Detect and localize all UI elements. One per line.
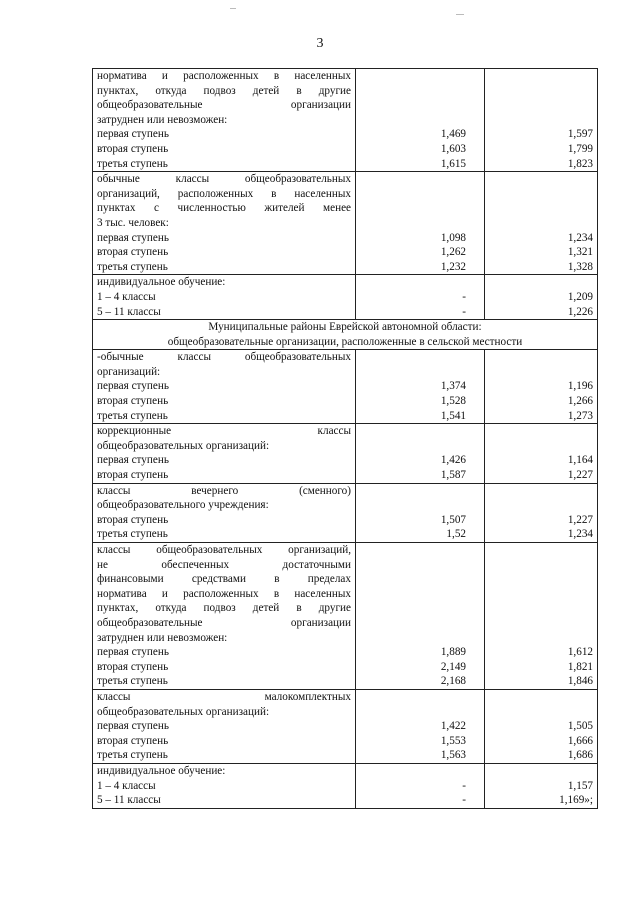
spacer bbox=[485, 172, 597, 187]
table-body-urban bbox=[93, 69, 598, 320]
category-header-line: общеобразовательные организации bbox=[97, 99, 351, 112]
category-header-line: индивидуальное обучение: bbox=[97, 764, 226, 777]
category-header-line: общеобразовательные организации bbox=[97, 616, 351, 629]
table-row bbox=[93, 424, 598, 483]
category-header-line: затруднен или невозможен: bbox=[97, 631, 228, 644]
spacer bbox=[485, 705, 597, 720]
spacer bbox=[356, 98, 484, 113]
coefficient-2-value: 1,821 bbox=[567, 660, 593, 673]
spacer bbox=[485, 764, 597, 779]
spacer bbox=[356, 69, 484, 84]
stage-label: первая ступень bbox=[97, 720, 169, 733]
coefficient-1-value: 1,422 bbox=[440, 720, 466, 733]
section-heading bbox=[93, 320, 598, 350]
table-row bbox=[93, 275, 598, 320]
spacer bbox=[356, 424, 484, 439]
category-text bbox=[93, 764, 355, 808]
coefficient-2-cell bbox=[485, 543, 598, 690]
stage-label: вторая ступень bbox=[97, 246, 169, 259]
coefficient-1-values bbox=[356, 543, 484, 689]
spacer bbox=[356, 275, 484, 290]
spacer bbox=[356, 216, 484, 231]
category-header-line: общеобразовательных организаций: bbox=[97, 439, 270, 452]
category-header-line: индивидуальное обучение: bbox=[97, 276, 226, 289]
coefficient-1-cell bbox=[356, 543, 485, 690]
coefficient-2-value: 1,226 bbox=[567, 305, 593, 318]
category-text bbox=[93, 172, 355, 274]
stage-label: третья ступень bbox=[97, 528, 168, 541]
coefficient-1-value: 1,553 bbox=[440, 734, 466, 747]
stage-label: 5 – 11 классы bbox=[97, 794, 161, 807]
coefficient-2-value: 1,273 bbox=[567, 409, 593, 422]
category-header-line: -обычные классы общеобразовательных bbox=[97, 351, 351, 364]
coefficient-2-value: 1,686 bbox=[567, 749, 593, 762]
stage-label: первая ступень bbox=[97, 231, 169, 244]
coefficient-1-value: 1,426 bbox=[440, 454, 466, 467]
coefficient-1-value: - bbox=[462, 290, 466, 303]
coefficient-2-cell bbox=[485, 483, 598, 542]
section-heading-line: общеобразовательные организации, расположенные в сельской местности bbox=[167, 335, 523, 348]
category-header-line: классы вечернего (сменного) bbox=[97, 484, 351, 497]
spacer bbox=[485, 216, 597, 231]
spacer bbox=[485, 424, 597, 439]
category-text bbox=[93, 350, 355, 423]
coefficient-2-value: 1,328 bbox=[567, 260, 593, 273]
coefficient-1-value: 1,507 bbox=[440, 513, 466, 526]
category-header-line: норматива и расположенных в населенных bbox=[97, 70, 351, 82]
stage-label: первая ступень bbox=[97, 646, 169, 659]
coefficient-1-value: 1,262 bbox=[440, 246, 466, 259]
spacer bbox=[485, 69, 597, 84]
stage-label: третья ступень bbox=[97, 749, 168, 762]
category-header-line: классы малокомплектных bbox=[97, 690, 351, 703]
spacer bbox=[485, 498, 597, 513]
coefficient-1-values bbox=[356, 172, 484, 274]
spacer bbox=[356, 587, 484, 602]
spacer bbox=[485, 350, 597, 365]
spacer bbox=[356, 498, 484, 513]
coefficient-1-values bbox=[356, 764, 484, 808]
coefficient-1-value: 1,469 bbox=[440, 128, 466, 141]
coefficient-1-values bbox=[356, 275, 484, 319]
coefficient-1-value: 2,149 bbox=[440, 660, 466, 673]
spacer bbox=[356, 187, 484, 202]
category-header-line: пунктах, откуда подвоз детей в другие bbox=[97, 84, 351, 97]
stage-label: первая ступень bbox=[97, 454, 169, 467]
category-text bbox=[93, 690, 355, 763]
spacer bbox=[485, 587, 597, 602]
coefficient-1-values bbox=[356, 484, 484, 542]
coefficient-2-values bbox=[485, 350, 597, 423]
coefficient-1-values bbox=[356, 424, 484, 482]
spacer bbox=[485, 484, 597, 499]
category-header-line: пунктах, откуда подвоз детей в другие bbox=[97, 602, 351, 615]
category-header-line: норматива и расположенных в населенных bbox=[97, 587, 351, 600]
category-header-line: обычные классы общеобразовательных bbox=[97, 173, 351, 186]
coefficient-1-value: 1,52 bbox=[446, 528, 466, 541]
coefficient-1-value: 1,541 bbox=[440, 409, 466, 422]
stage-label: 1 – 4 классы bbox=[97, 779, 156, 792]
spacer bbox=[485, 572, 597, 587]
table-row bbox=[93, 350, 598, 424]
stage-label: первая ступень bbox=[97, 128, 169, 141]
coefficient-2-values bbox=[485, 172, 597, 274]
table-row bbox=[93, 763, 598, 808]
coefficient-2-value: 1,612 bbox=[567, 646, 593, 659]
stage-label: вторая ступень bbox=[97, 734, 169, 747]
coefficient-2-cell bbox=[485, 424, 598, 483]
coefficient-2-cell bbox=[485, 172, 598, 275]
spacer bbox=[485, 365, 597, 380]
coefficient-2-values bbox=[485, 424, 597, 482]
spacer bbox=[356, 572, 484, 587]
spacer bbox=[485, 98, 597, 113]
table-body-rural bbox=[93, 350, 598, 808]
spacer bbox=[485, 187, 597, 202]
spacer bbox=[485, 601, 597, 616]
coefficient-1-value: 1,528 bbox=[440, 395, 466, 408]
coefficient-2-cell bbox=[485, 763, 598, 808]
coefficient-1-value: 1,615 bbox=[440, 157, 466, 170]
category-header-line: пунктах с численностью жителей менее bbox=[97, 202, 351, 215]
spacer bbox=[485, 631, 597, 646]
spacer bbox=[356, 484, 484, 499]
category-text bbox=[93, 424, 355, 482]
stage-label: третья ступень bbox=[97, 260, 168, 273]
page-number: 3 bbox=[316, 36, 324, 51]
stage-label: третья ступень bbox=[97, 675, 168, 688]
spacer bbox=[485, 113, 597, 128]
coefficient-2-cell bbox=[485, 350, 598, 424]
table-row bbox=[93, 483, 598, 542]
spacer bbox=[356, 172, 484, 187]
category-text bbox=[93, 275, 355, 319]
coefficient-2-cell bbox=[485, 69, 598, 172]
coefficient-1-value: 1,603 bbox=[440, 142, 466, 155]
coefficient-2-value: 1,799 bbox=[567, 142, 593, 155]
stage-label: 1 – 4 классы bbox=[97, 290, 156, 303]
coefficient-2-values bbox=[485, 543, 597, 689]
category-cell bbox=[93, 350, 356, 424]
category-cell bbox=[93, 275, 356, 320]
coefficient-1-value: 1,587 bbox=[440, 469, 466, 482]
spacer bbox=[485, 201, 597, 216]
spacer bbox=[356, 543, 484, 558]
spacer bbox=[356, 365, 484, 380]
category-cell bbox=[93, 689, 356, 763]
coefficients-table bbox=[92, 68, 598, 809]
spacer bbox=[485, 558, 597, 573]
coefficient-1-value: 2,168 bbox=[440, 675, 466, 688]
coefficient-2-values bbox=[485, 690, 597, 763]
coefficient-1-value: 1,098 bbox=[440, 231, 466, 244]
coefficient-2-value: 1,597 bbox=[567, 128, 593, 141]
coefficient-2-values bbox=[485, 275, 597, 319]
coefficient-1-value: 1,374 bbox=[440, 380, 466, 393]
category-header-line: затруднен или невозможен: bbox=[97, 113, 228, 126]
category-text bbox=[93, 484, 355, 542]
coefficient-1-cell bbox=[356, 424, 485, 483]
category-header-line: общеобразовательного учреждения: bbox=[97, 499, 269, 512]
coefficient-2-value: 1,234 bbox=[567, 528, 593, 541]
coefficient-1-values bbox=[356, 69, 484, 171]
coefficient-1-cell bbox=[356, 69, 485, 172]
spacer bbox=[356, 631, 484, 646]
section-heading-line: Муниципальные районы Еврейской автономной области: bbox=[208, 321, 482, 334]
coefficient-2-values bbox=[485, 69, 597, 171]
coefficient-2-value: 1,227 bbox=[567, 469, 593, 482]
coefficient-1-values bbox=[356, 350, 484, 423]
category-header-line: классы общеобразовательных организаций, bbox=[97, 544, 351, 556]
coefficient-2-value: 1,666 bbox=[567, 734, 593, 747]
coefficient-1-cell bbox=[356, 763, 485, 808]
coefficient-1-value: 1,889 bbox=[440, 646, 466, 659]
coefficient-2-values bbox=[485, 484, 597, 542]
spacer bbox=[356, 439, 484, 454]
spacer bbox=[356, 113, 484, 128]
stage-label: третья ступень bbox=[97, 409, 168, 422]
spacer bbox=[356, 690, 484, 705]
category-cell bbox=[93, 69, 356, 172]
spacer bbox=[356, 601, 484, 616]
coefficient-1-cell bbox=[356, 350, 485, 424]
stage-label: первая ступень bbox=[97, 380, 169, 393]
table-section-heading bbox=[93, 320, 598, 350]
coefficient-1-cell bbox=[356, 172, 485, 275]
category-header-line: организаций: bbox=[97, 365, 161, 378]
scan-speck bbox=[456, 14, 464, 15]
coefficient-2-value: 1,157 bbox=[567, 779, 593, 792]
coefficient-2-value: 1,823 bbox=[567, 157, 593, 170]
coefficient-2-value: 1,234 bbox=[567, 231, 593, 244]
coefficient-2-value: 1,164 bbox=[567, 454, 593, 467]
stage-label: вторая ступень bbox=[97, 395, 169, 408]
category-cell bbox=[93, 424, 356, 483]
table-row bbox=[93, 69, 598, 172]
category-header-line: организаций, расположенных в населенных bbox=[97, 187, 351, 200]
coefficient-1-value: 1,232 bbox=[440, 260, 466, 273]
stage-label: вторая ступень bbox=[97, 469, 169, 482]
coefficient-1-values bbox=[356, 690, 484, 763]
coefficient-1-cell bbox=[356, 275, 485, 320]
coefficient-1-cell bbox=[356, 483, 485, 542]
section-heading-row bbox=[93, 320, 598, 350]
category-header-line: общеобразовательных организаций: bbox=[97, 705, 270, 718]
coefficient-2-value: 1,209 bbox=[567, 290, 593, 303]
category-cell bbox=[93, 763, 356, 808]
category-cell bbox=[93, 543, 356, 690]
coefficient-2-value: 1,169»; bbox=[559, 794, 593, 807]
stage-label: 5 – 11 классы bbox=[97, 305, 161, 318]
spacer bbox=[485, 690, 597, 705]
category-text bbox=[93, 69, 355, 171]
coefficient-1-value: - bbox=[462, 305, 466, 318]
coefficient-2-value: 1,321 bbox=[567, 246, 593, 259]
scan-speck bbox=[230, 8, 236, 9]
spacer bbox=[356, 350, 484, 365]
spacer bbox=[356, 705, 484, 720]
spacer bbox=[356, 764, 484, 779]
table-row bbox=[93, 172, 598, 275]
coefficient-2-cell bbox=[485, 689, 598, 763]
category-header-line: 3 тыс. человек: bbox=[97, 216, 169, 229]
coefficient-2-value: 1,196 bbox=[567, 380, 593, 393]
coefficient-2-value: 1,846 bbox=[567, 675, 593, 688]
category-text bbox=[93, 543, 355, 689]
spacer bbox=[356, 201, 484, 216]
table-row bbox=[93, 689, 598, 763]
spacer bbox=[485, 616, 597, 631]
stage-label: вторая ступень bbox=[97, 142, 169, 155]
spacer bbox=[356, 84, 484, 99]
coefficient-2-value: 1,505 bbox=[567, 720, 593, 733]
spacer bbox=[485, 275, 597, 290]
coefficient-1-value: - bbox=[462, 779, 466, 792]
spacer bbox=[356, 558, 484, 573]
stage-label: вторая ступень bbox=[97, 660, 169, 673]
coefficient-1-cell bbox=[356, 689, 485, 763]
category-header-line: коррекционные классы bbox=[97, 425, 351, 438]
category-cell bbox=[93, 172, 356, 275]
coefficient-2-value: 1,227 bbox=[567, 513, 593, 526]
coefficient-2-values bbox=[485, 764, 597, 808]
spacer bbox=[485, 84, 597, 99]
coefficient-1-value: - bbox=[462, 794, 466, 807]
category-header-line: не обеспеченных достаточными bbox=[97, 558, 351, 571]
stage-label: третья ступень bbox=[97, 157, 168, 170]
category-cell bbox=[93, 483, 356, 542]
spacer bbox=[356, 616, 484, 631]
coefficient-2-cell bbox=[485, 275, 598, 320]
spacer bbox=[485, 543, 597, 558]
category-header-line: финансовыми средствами в пределах bbox=[97, 573, 351, 586]
spacer bbox=[485, 439, 597, 454]
coefficient-1-value: 1,563 bbox=[440, 749, 466, 762]
table-row bbox=[93, 543, 598, 690]
stage-label: вторая ступень bbox=[97, 513, 169, 526]
coefficient-2-value: 1,266 bbox=[567, 395, 593, 408]
